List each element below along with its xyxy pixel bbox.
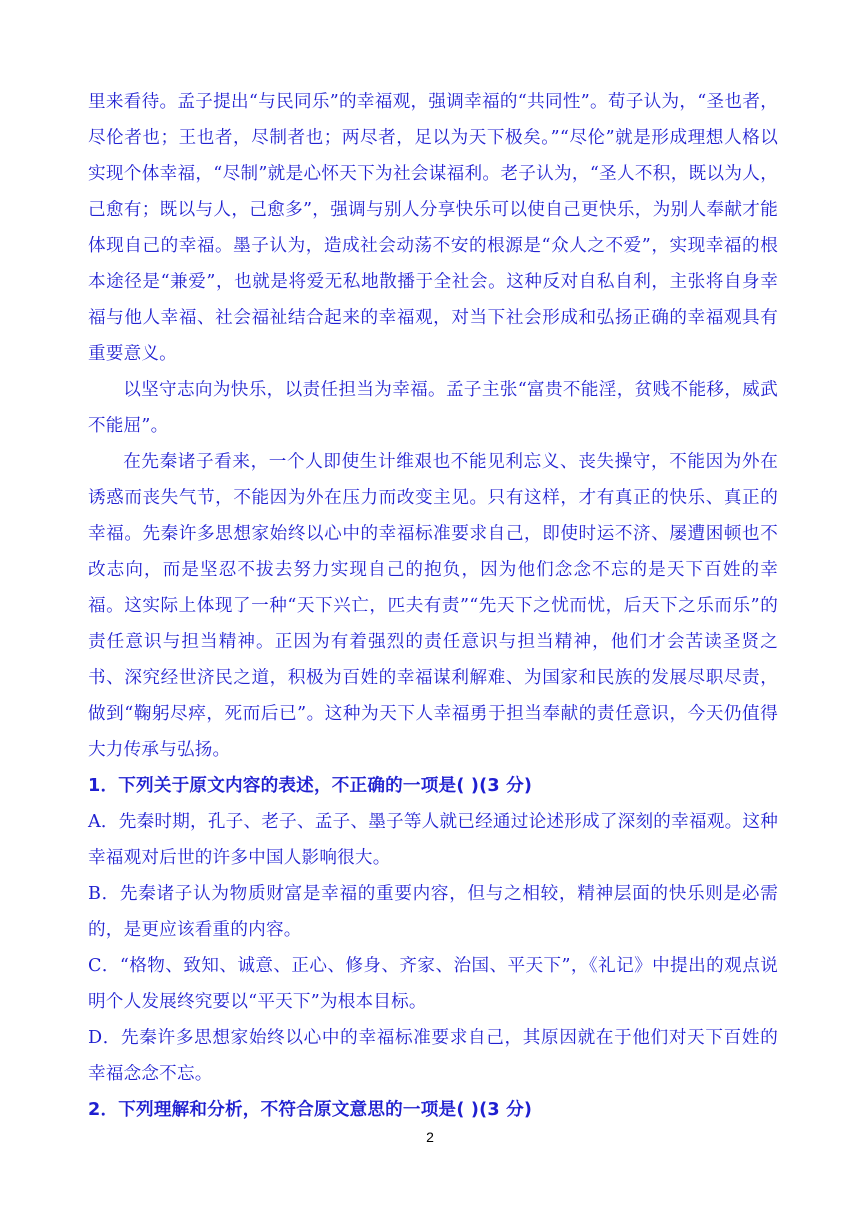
question-1-option-d: D．先秦许多思想家始终以心中的幸福标准要求自己，其原因就在于他们对天下百姓的幸福念念不忘。 [88, 1028, 778, 1084]
question-1-option-a: A．先秦时期，孔子、老子、孟子、墨子等人就已经通过论述形成了深刻的幸福观。这种幸福观对后世的许多中国人影响很大。 [88, 812, 778, 868]
page-content [88, 84, 778, 1128]
passage-paragraph-3: 在先秦诸子看来，一个人即使生计维艰也不能见利忘义、丧失操守，不能因为外在诱惑而丧失气节，不能因为外在压力而改变主见。只有这样，才有真正的快乐、真正的幸福。先秦许多思想家始终以心中的幸福标准要求自己，即使时运不济、屡遭困顿也不改志向，而是坚忍不拔去努力实现自己的抱负，因为他们念念不忘的是天下百姓的幸福。这实际上体现了一种“天下兴亡，匹夫有责”“先天下之忧而忧，后天下之乐而乐”的责任意识与担当精神。正因为有着强烈的责任意识与担当精神，他们才会苦读圣贤之书、深究经世济民之道，积极为百姓的幸福谋利解难、为国家和民族的发展尽职尽责，做到“鞠躬尽瘁，死而后已”。这种为天下人幸福勇于担当奉献的责任意识，今天仍值得大力传承与弘扬。 [88, 452, 778, 760]
passage-paragraph-2: 以坚守志向为快乐，以责任担当为幸福。孟子主张“富贵不能淫，贫贱不能移，威武不能屈”。 [88, 380, 778, 436]
question-1-stem: 1．下列关于原文内容的表述，不正确的一项是( )(3 分) [88, 776, 533, 796]
question-1-option-c: C．“格物、致知、诚意、正心、修身、齐家、治国、平天下”，《礼记》中提出的观点说明个人发展终究要以“平天下”为根本目标。 [88, 956, 778, 1012]
passage-paragraph-1: 里来看待。孟子提出“与民同乐”的幸福观，强调幸福的“共同性”。荀子认为，“圣也者，尽伦者也；王也者，尽制者也；两尽者，足以为天下极矣。”“尽伦”就是形成理想人格以实现个体幸福，“尽制”就是心怀天下为社会谋福利。老子认为，“圣人不积，既以为人，己愈有；既以与人，己愈多”，强调与别人分享快乐可以使自己更快乐，为别人奉献才能体现自己的幸福。墨子认为，造成社会动荡不安的根源是“众人之不爱”，实现幸福的根本途径是“兼爱”，也就是将爱无私地散播于全社会。这种反对自私自利，主张将自身幸福与他人幸福、社会福祉结合起来的幸福观，对当下社会形成和弘扬正确的幸福观具有重要意义。 [88, 92, 778, 364]
question-2-stem: 2．下列理解和分析，不符合原文意思的一项是( )(3 分) [88, 1100, 533, 1120]
page-number: 2 [426, 1129, 434, 1145]
question-1-option-b: B．先秦诸子认为物质财富是幸福的重要内容，但与之相较，精神层面的快乐则是必需的，是更应该看重的内容。 [88, 884, 778, 940]
